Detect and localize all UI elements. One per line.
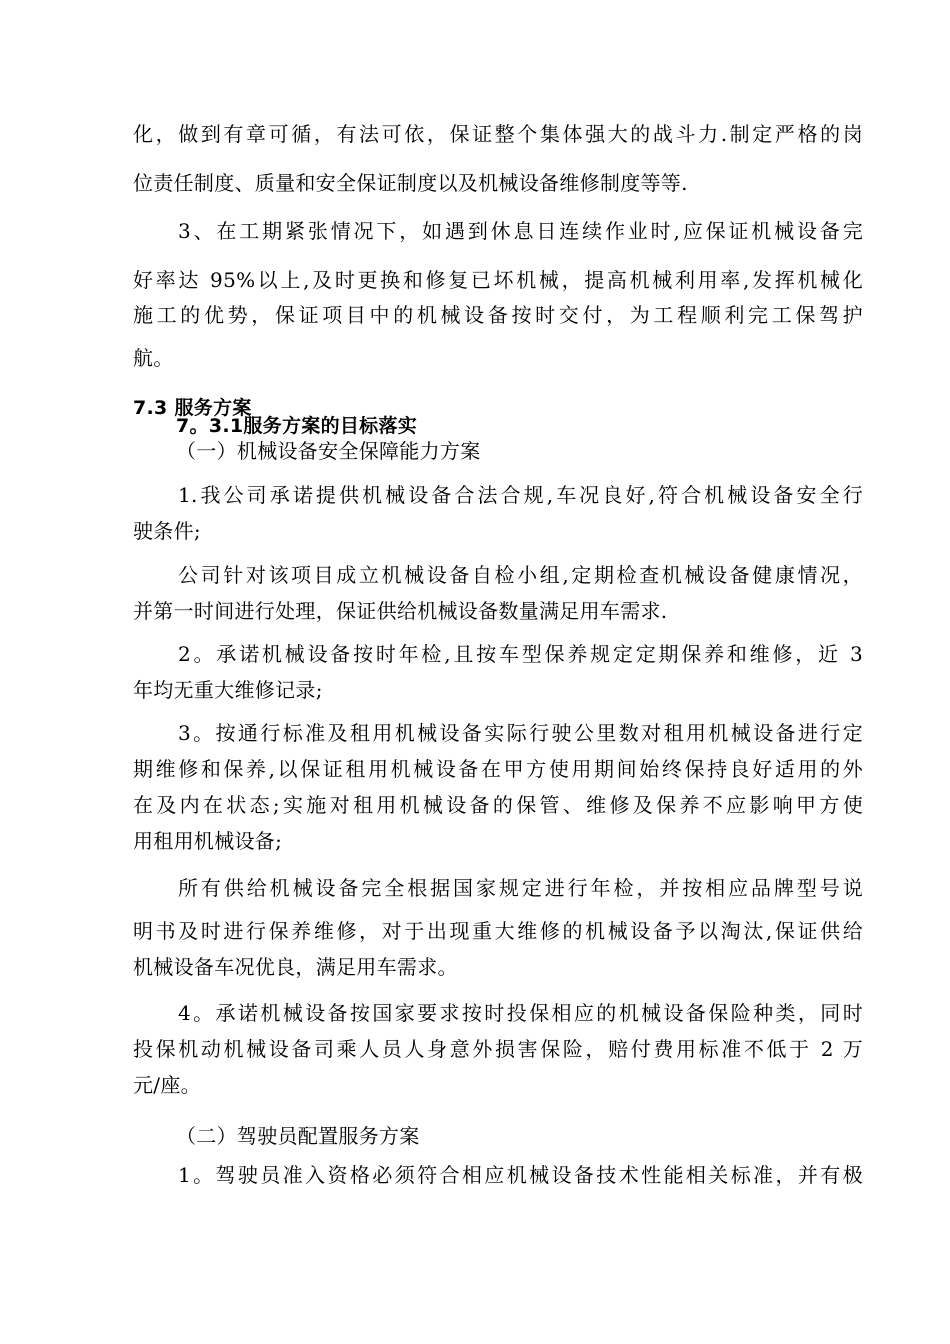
subsection-heading: 7。3.1服务方案的目标落实 (176, 415, 418, 437)
paragraph-line: 公司针对该项目成立机械设备自检小组,定期检查机械设备健康情况， (178, 563, 863, 587)
paragraph-line: 化，做到有章可循，有法可依，保证整个集体强大的战斗力.制定严格的岗 (133, 122, 863, 146)
paragraph-line: 2。承诺机械设备按时年检,且按车型保养规定定期保养和维修，近 3 (178, 642, 863, 666)
paragraph-line: 用租用机械设备; (133, 829, 283, 853)
paragraph-line: 年均无重大维修记录; (133, 678, 323, 702)
paragraph-line: 3。按通行标准及租用机械设备实际行驶公里数对租用机械设备进行定 (178, 721, 863, 745)
paragraph-line: 在及内在状态;实施对租用机械设备的保管、维修及保养不应影响甲方使 (133, 793, 863, 817)
paragraph-line: 并第一时间进行处理，保证供给机械设备数量满足用车需求. (133, 599, 668, 623)
paragraph-line: 所有供给机械设备完全根据国家规定进行年检，并按相应品牌型号说 (178, 876, 863, 900)
paragraph-line: 期维修和保养,以保证租用机械设备在甲方使用期间始终保持良好适用的外 (133, 757, 863, 781)
subsection-title: （一）机械设备安全保障能力方案 (176, 439, 481, 463)
paragraph-line: 位责任制度、质量和安全保证制度以及机械设备维修制度等等. (133, 171, 688, 195)
paragraph-line: 好率达 95%以上,及时更换和修复已坏机械，提高机械利用率,发挥机械化 (133, 268, 863, 292)
paragraph-line: 4。承诺机械设备按国家要求按时投保相应的机械设备保险种类，同时 (178, 1001, 863, 1025)
paragraph-line: 1.我公司承诺提供机械设备合法合规,车况良好,符合机械设备安全行 (178, 483, 863, 507)
subsection-title: （二）驾驶员配置服务方案 (176, 1124, 420, 1148)
paragraph-line: 施工的优势，保证项目中的机械设备按时交付，为工程顺利完工保驾护 (133, 303, 863, 327)
paragraph-line: 3、在工期紧张情况下，如遇到休息日连续作业时,应保证机械设备完 (178, 219, 863, 243)
paragraph-line: 明书及时进行保养维修，对于出现重大维修的机械设备予以淘汰,保证供给 (133, 919, 863, 943)
paragraph-line: 元/座。 (133, 1073, 201, 1097)
section-heading: 7.3 服务方案 (133, 397, 252, 419)
paragraph-line: 投保机动机械设备司乘人员人身意外损害保险，赔付费用标准不低于 2 万 (133, 1037, 863, 1061)
paragraph-line: 驶条件; (133, 519, 201, 543)
paragraph-line: 机械设备车况优良，满足用车需求。 (133, 955, 458, 979)
paragraph-line: 航。 (133, 346, 174, 370)
paragraph-line: 1。驾驶员准入资格必须符合相应机械设备技术性能相关标准，并有极 (178, 1163, 863, 1187)
